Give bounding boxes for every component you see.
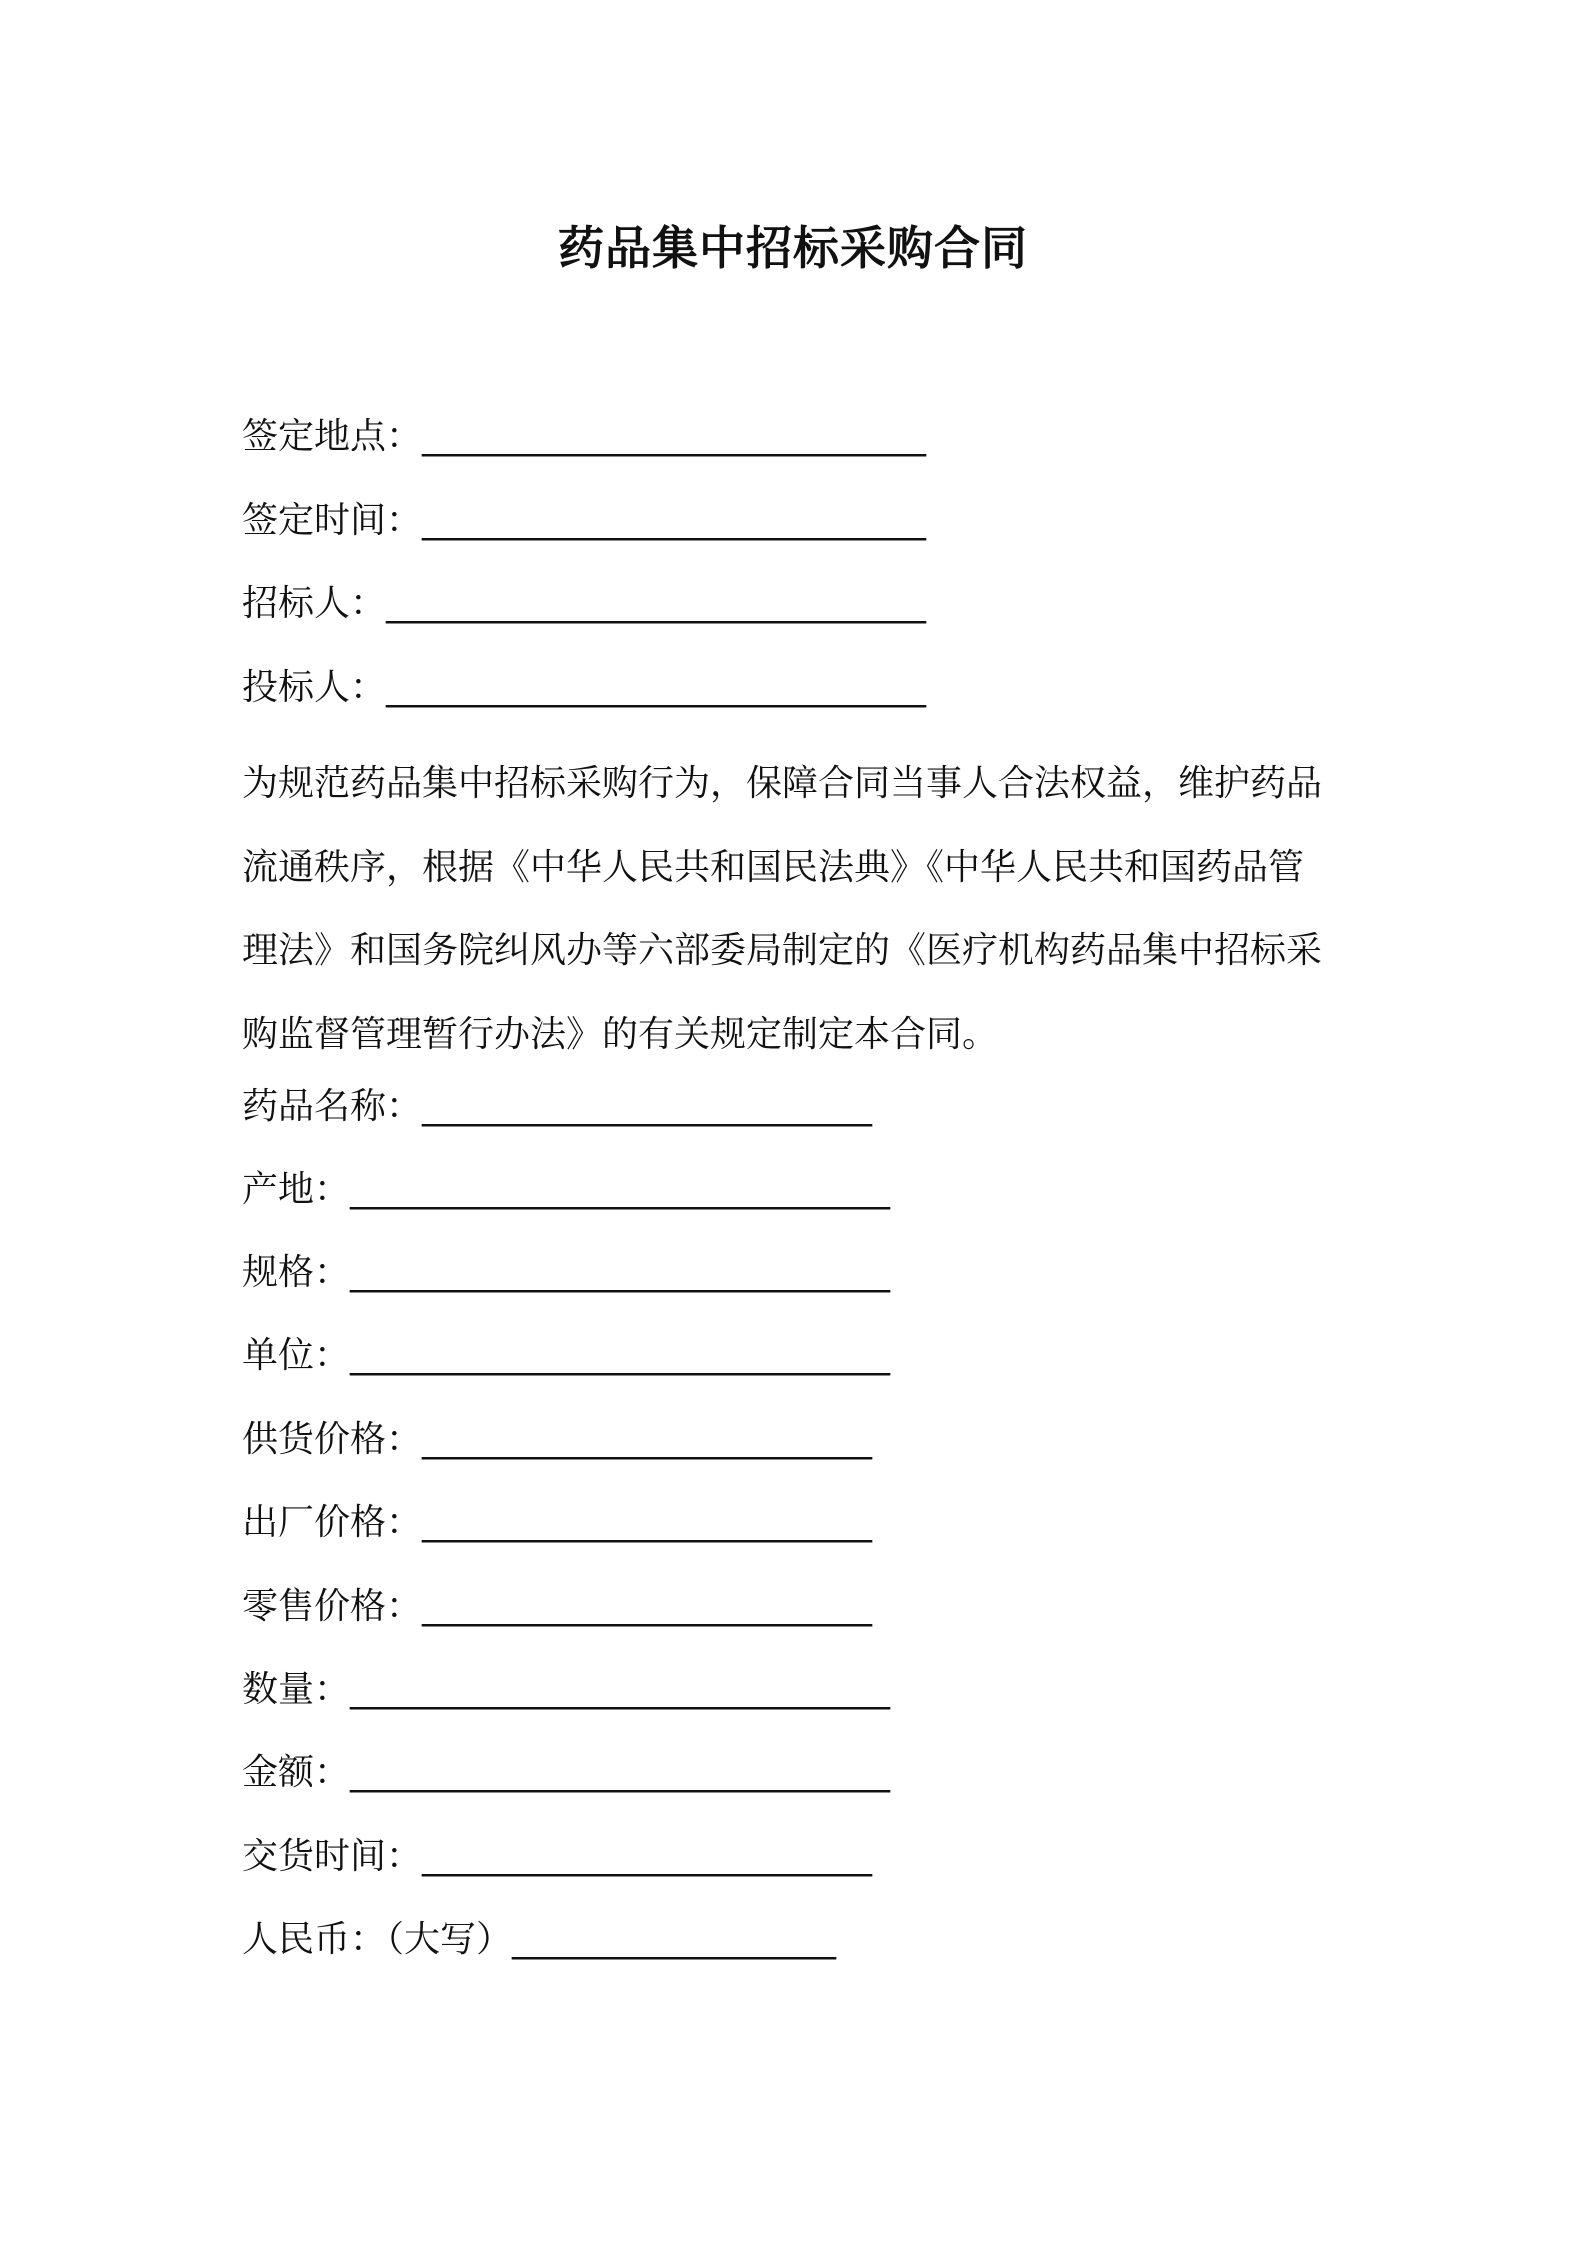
- paragraph-line: 理法》和国务院纠风办等六部委局制定的《医疗机构药品集中招标采: [242, 930, 1323, 971]
- specification-field: [242, 1248, 890, 1298]
- paragraph-line: 购监督管理暂行办法》的有关规定制定本合同。: [242, 1013, 999, 1055]
- field-label: 单位：: [242, 1335, 351, 1376]
- field-blank: ______________________________: [386, 667, 927, 708]
- field-label: 签定地点：: [242, 416, 423, 457]
- preamble-paragraph: [242, 742, 1372, 1076]
- field-blank: ______________________________: [350, 1169, 891, 1210]
- document-title: 药品集中招标采购合同: [558, 221, 1028, 275]
- field-blank: _________________________: [422, 1502, 873, 1543]
- delivery-time-field: [242, 1832, 872, 1882]
- paragraph-line: 流通秩序，根据《中华人民共和国民法典》《中华人民共和国药品管: [242, 846, 1305, 888]
- field-blank: ______________________________: [350, 1669, 891, 1710]
- field-blank: ______________________________: [350, 1335, 891, 1376]
- field-label: 交货时间：: [242, 1836, 423, 1877]
- field-blank: _________________________: [422, 1419, 873, 1460]
- field-label: 规格：: [242, 1252, 351, 1293]
- field-label: 数量：: [242, 1669, 351, 1710]
- field-label: 投标人：: [242, 667, 387, 708]
- rmb-amount-field: [242, 1915, 836, 1965]
- field-label: 签定时间：: [242, 500, 423, 541]
- paragraph-line: 为规范药品集中招标采购行为，保障合同当事人合法权益，维护药品: [242, 763, 1323, 804]
- field-blank: _________________________: [422, 1836, 873, 1877]
- field-blank: ____________________________: [422, 416, 927, 457]
- field-blank: ______________________________: [386, 583, 927, 624]
- field-blank: _________________________: [422, 1586, 873, 1627]
- unit-field: [242, 1331, 890, 1381]
- drug-name-field: [242, 1082, 872, 1132]
- field-label: 零售价格：: [242, 1586, 423, 1627]
- field-label: 供货价格：: [242, 1419, 423, 1460]
- retail-price-field: [242, 1582, 872, 1632]
- tenderer-field: [242, 579, 926, 629]
- amount-field: [242, 1748, 890, 1798]
- signing-place-field: [242, 412, 926, 462]
- origin-field: [242, 1165, 890, 1215]
- field-label: 招标人：: [242, 583, 387, 624]
- field-label: 药品名称：: [242, 1086, 423, 1127]
- field-blank: _________________________: [422, 1086, 873, 1127]
- field-blank: ______________________________: [350, 1752, 891, 1793]
- signing-time-field: [242, 496, 926, 546]
- field-label: 出厂价格：: [242, 1502, 423, 1543]
- field-label: 人民币：（大写）: [242, 1919, 513, 1960]
- field-blank: ____________________________: [422, 500, 927, 541]
- quantity-field: [242, 1665, 890, 1715]
- factory-price-field: [242, 1498, 872, 1548]
- field-blank: ______________________________: [350, 1252, 891, 1293]
- field-label: 金额：: [242, 1752, 351, 1793]
- field-label: 产地：: [242, 1169, 351, 1210]
- supply-price-field: [242, 1415, 872, 1465]
- field-blank: __________________: [512, 1919, 837, 1960]
- bidder-field: [242, 663, 926, 713]
